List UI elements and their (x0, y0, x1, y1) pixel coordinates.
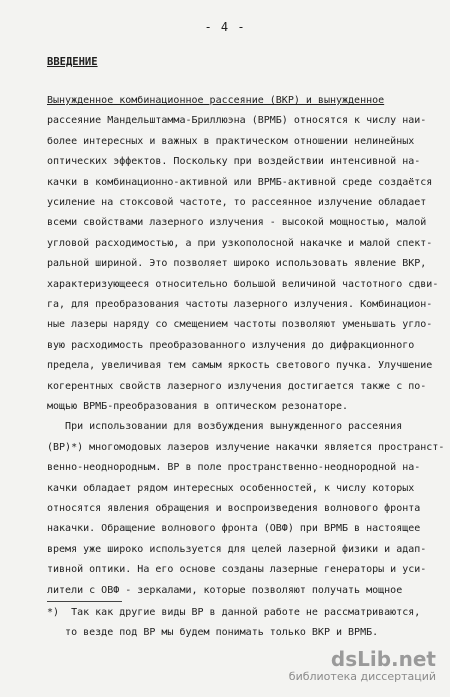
watermark-subtitle: библиотека диссертаций (288, 670, 436, 683)
body-line: При использовании для возбуждения вынужденного рассеяния (47, 421, 403, 433)
body-line: более интересных и важных в практическом отношении нелинейных (47, 135, 415, 147)
watermark (289, 648, 436, 683)
body-line: га, для преобразования частоты лазерного излучения. Комбинацион- (47, 299, 433, 310)
footnote-rule (47, 601, 122, 602)
body-line: время уже широко используется для целей лазерной физики и адап- (47, 543, 427, 555)
body-line: венно-неоднородным. ВР в поле пространственно-неоднородной на- (47, 462, 421, 474)
body-line: тивной оптики. На его основе созданы лазерные генераторы и уси- (47, 564, 427, 576)
footnote-line: то везде под ВР мы будем понимать только ВКР и ВРМБ. (47, 627, 379, 638)
body-line: когерентных свойств лазерного излучения достигается также с по- (47, 380, 427, 392)
body-line: предела, увеличивая тем самым яркость светового пучка. Улучшение (47, 360, 433, 372)
body-line: всеми свойствами лазерного излучения - высокой мощностью, малой (47, 217, 427, 229)
body-line: оптических эффектов. Поскольку при воздействии интенсивной на- (47, 156, 421, 168)
body-line: лители с ОВФ - зеркалами, которые позволяют получать мощное (47, 584, 403, 596)
body-line: качки обладает рядом интересных особенностей, к числу которых (47, 482, 415, 494)
body-line: рассеяние Мандельштамма-Бриллюэна (ВРМБ) относятся к числу наи- (47, 115, 427, 127)
body-line: накачки. Обращение волнового фронта (ОВФ) при ВРМБ в настоящее (47, 523, 421, 535)
footnote-line: *) Так как другие виды ВР в данной работе не рассматриваются, (47, 607, 421, 618)
body-line: мощью ВРМБ-преобразования в оптическом резонаторе. (47, 401, 349, 412)
body-line: ные лазеры наряду со смещением частоты позволяют уменьшать угло- (47, 319, 433, 331)
body-line: Вынужденное комбинационное рассеяние (ВКР) и вынужденное (47, 95, 385, 106)
watermark-logo: dsLib.net (330, 647, 436, 671)
body-line: усиление на стоксовой частоте, то рассеянное излучение обладает (47, 197, 427, 208)
section-heading: ВВЕДЕНИЕ (47, 56, 98, 68)
body-line: вую расходимость преобразованного излучения до дифракционного (47, 339, 415, 351)
body-line: характеризующееся относительно большой величиной частотного сдви- (47, 278, 439, 290)
body-line: относятся явления обращения и воспроизведения волнового фронта (47, 503, 421, 514)
body-line: угловой расходимостью, а при узкополосной накачке и малой спект- (47, 237, 433, 249)
body-line: качки в комбинационно-активной или ВРМБ-активной среде создаётся (47, 176, 433, 188)
page-number: - 4 - (204, 20, 246, 34)
body-line: ральной шириной. Это позволяет широко использовать явление ВКР, (47, 258, 427, 270)
body-line: (ВР)*) многомодовых лазеров излучение накачки является пространст- (47, 441, 445, 453)
